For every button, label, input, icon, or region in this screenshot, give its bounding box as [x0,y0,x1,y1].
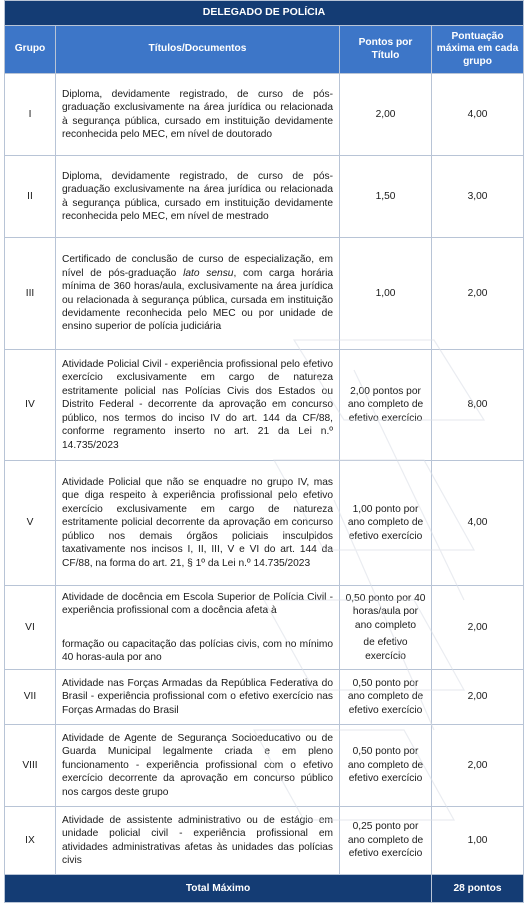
description-text: , com carga horária mínima de 360 horas/aula, exclusivamente na área jurídica ou relacionada à segurança pública, cursada em instituição devidamente reconhecida pelo MEC ou por unidade de ensino superior de polícia judiciária [62,267,334,333]
table-row [5,807,524,875]
header-points: Pontos por Título [340,26,432,74]
max-cell: 2,00 [432,670,524,725]
table-row [5,670,524,725]
description-cell: Diploma, devidamente registrado, de curso de pós-graduação exclusivamente na área jurídica ou relacionada à segurança pública, cursado em instituição devidamente reconhecida pelo MEC, em nível de mestrado [56,156,340,238]
table-row [5,461,524,586]
spacer [62,618,333,638]
total-row [5,875,524,903]
points-cell: 2,00 [340,74,432,156]
description-text: Certificado de conclusão de curso de especialização, em nível de pós-graduação [62,254,333,279]
description-cell [56,586,340,670]
group-cell: IV [5,350,56,461]
description-cell: Diploma, devidamente registrado, de curso de pós-graduação exclusivamente na área jurídica ou relacionada à segurança pública, cursado em instituição devidamente reconhecida pelo MEC, em nível de doutorado [56,74,340,156]
points-text: de efetivo exercício [363,637,408,662]
group-cell: III [5,238,56,350]
group-cell: I [5,74,56,156]
max-cell: 2,00 [432,586,524,670]
description-cell: Atividade Policial que não se enquadre no grupo IV, mas que diga respeito à experiência profissional pelo efetivo exercício exclusivamente em cargo de natureza estritamente policial decorrente da aprovação em concurso público nos demais órgãos policiais insculpidos taxativamente nos incisos I, II, III, V e VI do art. 144 da CF/88, na forma do art. 21, § 1º da Lei n.º 14.735/2023 [56,461,340,586]
points-cell: 0,50 ponto por ano completo de efetivo exercício [340,670,432,725]
description-cell: Atividade nas Forças Armadas da República Federativa do Brasil - experiência profissional com o efetivo exercício nas Forças Armadas do Brasil [56,670,340,725]
table-row [5,74,524,156]
points-cell: 0,25 ponto por ano completo de efetivo exercício [340,807,432,875]
description-cell: Atividade de assistente administrativo ou de estágio em unidade policial civil - experiência profissional em atividades administrativas afetas às unidades das polícias civis [56,807,340,875]
points-cell: 1,00 ponto por ano completo de efetivo exercício [340,461,432,586]
group-cell: V [5,461,56,586]
score-table [4,0,524,903]
group-cell: II [5,156,56,238]
max-cell: 1,00 [432,807,524,875]
header-row [5,26,524,74]
description-cell: Atividade de Agente de Segurança Socioeducativo ou de Guarda Municipal legalmente criada e em pleno funcionamento - experiência profissional com o efetivo exercício decorrente da aprovação em concurso público nos cargos deste grupo [56,725,340,807]
points-cell: 1,00 [340,238,432,350]
document [4,0,523,908]
total-value: 28 pontos [432,875,524,903]
max-cell: 2,00 [432,725,524,807]
points-text: 0,50 ponto por 40 horas/aula por ano completo [345,592,426,631]
group-cell: IX [5,807,56,875]
points-cell: 2,00 pontos por ano completo de efetivo exercício [340,350,432,461]
max-cell: 4,00 [432,74,524,156]
points-cell [340,586,432,670]
total-label: Total Máximo [5,875,432,903]
description-text: Atividade de docência em Escola Superior de Polícia Civil - experiência profissional com a docência afeta à [62,591,333,617]
table-title: DELEGADO DE POLÍCIA [5,1,524,26]
table-row [5,156,524,238]
description-cell [56,238,340,350]
description-text: formação ou capacitação das polícias civis, com no mínimo 40 horas-aula por ano [62,638,333,663]
header-titles: Títulos/Documentos [56,26,340,74]
table-row [5,586,524,670]
max-cell: 3,00 [432,156,524,238]
max-cell: 4,00 [432,461,524,586]
title-row [5,1,524,26]
max-cell: 2,00 [432,238,524,350]
group-cell: VIII [5,725,56,807]
group-cell: VII [5,670,56,725]
group-cell: VI [5,586,56,670]
points-cell: 0,50 ponto por ano completo de efetivo exercício [340,725,432,807]
table-row [5,238,524,350]
max-cell: 8,00 [432,350,524,461]
header-group: Grupo [5,26,56,74]
description-cell: Atividade Policial Civil - experiência profissional pelo efetivo exercício exclusivamente em cargo de natureza estritamente policial nas Polícias Civis dos Estados ou Distrito Federal - decorrente da aprovação em concurso público, nos termos do inciso IV do art. 144 da CF/88, conforme regramento inserto no art. 21 da Lei n.º 14.735/2023 [56,350,340,461]
points-cell: 1,50 [340,156,432,238]
table-row [5,725,524,807]
header-max: Pontuação máxima em cada grupo [432,26,524,74]
table-row [5,350,524,461]
description-italic: lato sensu [183,267,234,279]
